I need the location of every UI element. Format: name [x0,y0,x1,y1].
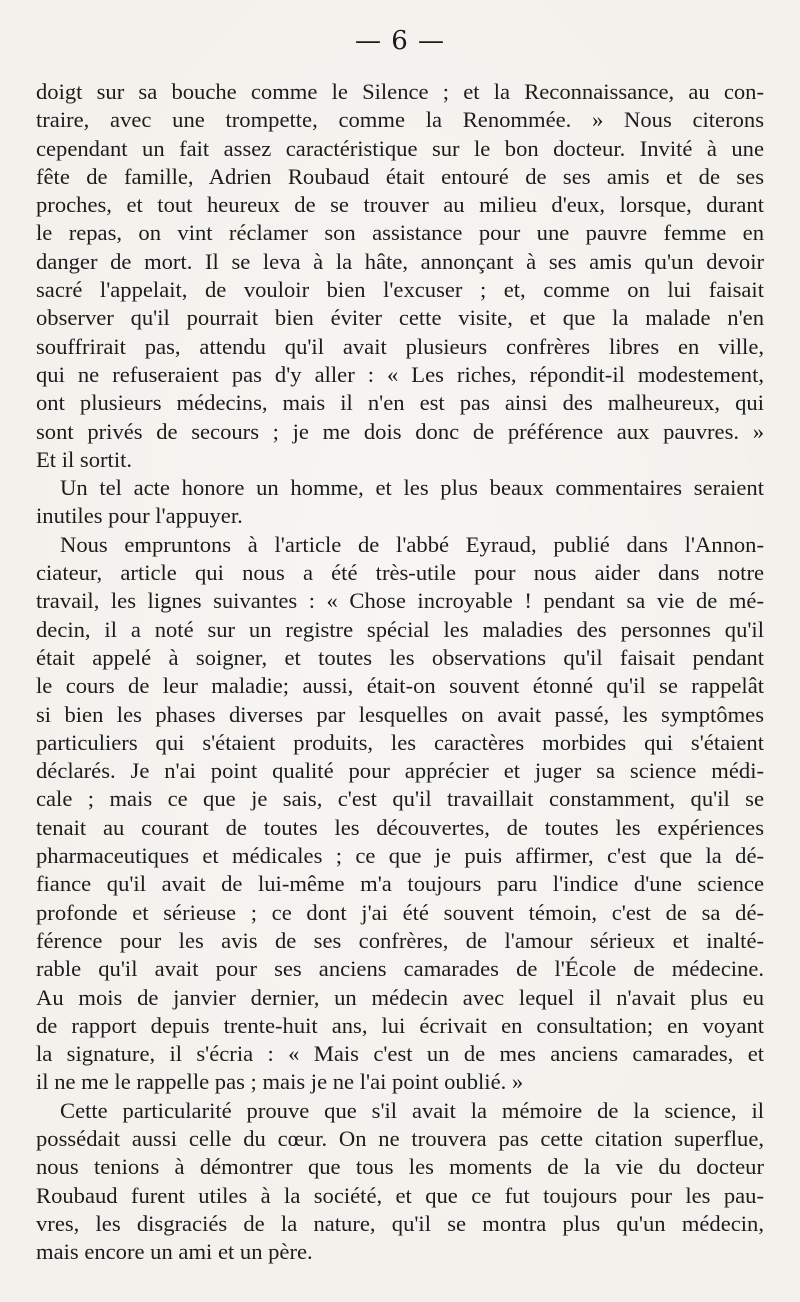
text-line: le cours de leur maladie; aussi, était-on souvent étonné qu'il se rappelât [36,673,764,699]
text-line: vres, les disgraciés de la nature, qu'il se montra plus qu'un médecin, [36,1210,764,1236]
text-line: ciateur, article qui nous a été très-utile pour nous aider dans notre [36,560,764,586]
text-line: doigt sur sa bouche comme le Silence ; et la Reconnaissance, au con- [36,79,764,104]
text-line: particuliers qui s'étaient produits, les caractères morbides qui s'étaient [36,729,764,755]
text-line: danger de mort. Il se leva à la hâte, annonçant à ses amis qu'un devoir [36,248,764,274]
text-line: nous tenions à démontrer que tous les moments de la vie du docteur [36,1154,764,1180]
text-line: pharmaceutiques et médicales ; ce que je puis affirmer, c'est que la dé- [36,843,764,869]
text-line: rable qu'il avait pour ses anciens camarades de l'École de médecine. [36,956,764,982]
text-line: Cette particularité prouve que s'il avait la mémoire de la science, il [60,1097,764,1123]
text-line: inutiles pour l'appuyer. [36,503,243,529]
text-line: profonde et sérieuse ; ce dont j'ai été souvent témoin, c'est de sa dé- [36,899,764,925]
text-line: qui ne refuseraient pas d'y aller : « Les riches, répondit-il modestement, [36,361,764,387]
text-line: Nous empruntons à l'article de l'abbé Eyraud, publié dans l'Annon- [60,531,764,557]
text-line: il ne me le rappelle pas ; mais je ne l'ai point oublié. » [36,1069,524,1095]
text-line: observer qu'il pourrait bien éviter cette visite, et que la malade n'en [36,305,764,331]
text-line: tenait au courant de toutes les découvertes, de toutes les expériences [36,814,764,840]
text-line: decin, il a noté sur un registre spécial les maladies des personnes qu'il [36,616,764,642]
text-line: cependant un fait assez caractéristique sur le bon docteur. Invité à une [36,135,764,161]
text-line: déclarés. Je n'ai point qualité pour apprécier et juger sa science médi- [36,758,764,784]
text-line: possédait aussi celle du cœur. On ne trouvera pas cette citation superflue, [36,1125,764,1151]
text-line: travail, les lignes suivantes : « Chose incroyable ! pendant sa vie de mé- [36,588,764,614]
text-line: fiance qu'il avait de lui-même m'a toujours paru l'indice d'une science [36,871,764,897]
text-line: proches, et tout heureux de se trouver au milieu d'eux, lorsque, durant [36,192,764,218]
text-line: mais encore un ami et un père. [36,1239,313,1265]
text-line: sont privés de secours ; je me dois donc de préférence aux pauvres. » [36,418,764,444]
text-line: si bien les phases diverses par lesquelles on avait passé, les symptômes [36,701,764,727]
text-line: fête de famille, Adrien Roubaud était entouré de ses amis et de ses [36,163,764,189]
text-line: traire, avec une trompette, comme la Renommée. » Nous citerons [36,107,764,133]
text-line: cale ; mais ce que je sais, c'est qu'il travaillait constamment, qu'il se [36,786,764,812]
page-number: — 6 — [354,26,446,56]
text-line: Un tel acte honore un homme, et les plus beaux commentaires seraient [60,475,764,501]
body-text [36,78,764,1266]
text-line: de rapport depuis trente-huit ans, lui écrivait en consultation; en voyant [36,1012,764,1038]
text-line: Au mois de janvier dernier, un médecin avec lequel il n'avait plus eu [36,984,764,1010]
text-line: férence pour les avis de ses confrères, de l'amour sérieux et inalté- [36,927,764,953]
text-line: souffrirait pas, attendu qu'il avait plusieurs confrères libres en ville, [36,333,764,359]
text-line: le repas, on vint réclamer son assistance pour une pauvre femme en [36,220,764,246]
text-line: était appelé à soigner, et toutes les observations qu'il faisait pendant [36,644,764,670]
text-line: Et il sortit. [36,446,133,472]
text-line: ont plusieurs médecins, mais il n'en est pas ainsi des malheureux, qui [36,390,764,416]
text-line: sacré l'appelait, de vouloir bien l'excuser ; et, comme on lui faisait [36,277,764,303]
text-line: Roubaud furent utiles à la société, et que ce fut toujours pour les pau- [36,1182,764,1208]
text-line: la signature, il s'écria : « Mais c'est un de mes anciens camarades, et [36,1041,764,1067]
